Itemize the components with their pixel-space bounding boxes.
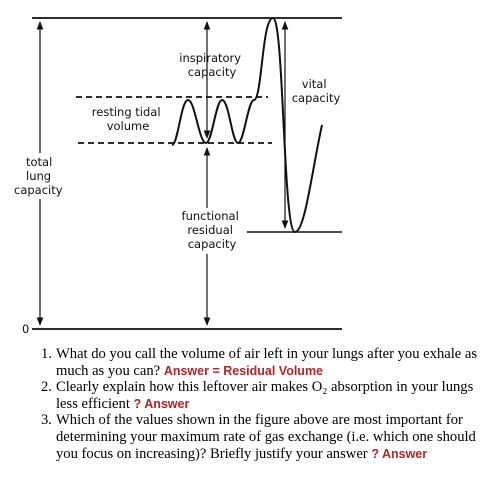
answer-text: ? Answer	[133, 396, 190, 411]
answer-text: Answer = Residual Volume	[163, 363, 324, 378]
zero-label: 0	[22, 322, 30, 336]
question-list	[34, 346, 486, 462]
question-number: 3.	[41, 412, 52, 429]
inspiratory-capacity-label: inspiratory capacity	[179, 51, 242, 79]
vital-capacity-label: vital capacity	[291, 77, 341, 105]
question-text: Which of the values shown in the figure above are most important for determining your maximum rate of gas exchange (i.e. which one should you focus on increasing)? Briefly justify your answer	[56, 412, 476, 462]
answer-text: ? Answer	[371, 446, 428, 461]
question-3	[34, 412, 486, 462]
question-number: 1.	[41, 346, 52, 362]
question-2	[34, 379, 486, 412]
question-1	[34, 346, 486, 379]
resting-tidal-volume-label: resting tidal volume	[91, 105, 161, 133]
total-lung-capacity-label: total lung capacity	[14, 155, 63, 197]
question-number: 2.	[41, 379, 52, 396]
question-text: What do you call the volume of air left in your lungs after you exhale as much as you can?	[56, 346, 478, 379]
functional-residual-capacity-label: functional residual capacity	[181, 209, 239, 251]
question-text: Clearly explain how this leftover air makes O₂ absorption in your lungs less efficient	[56, 379, 474, 412]
